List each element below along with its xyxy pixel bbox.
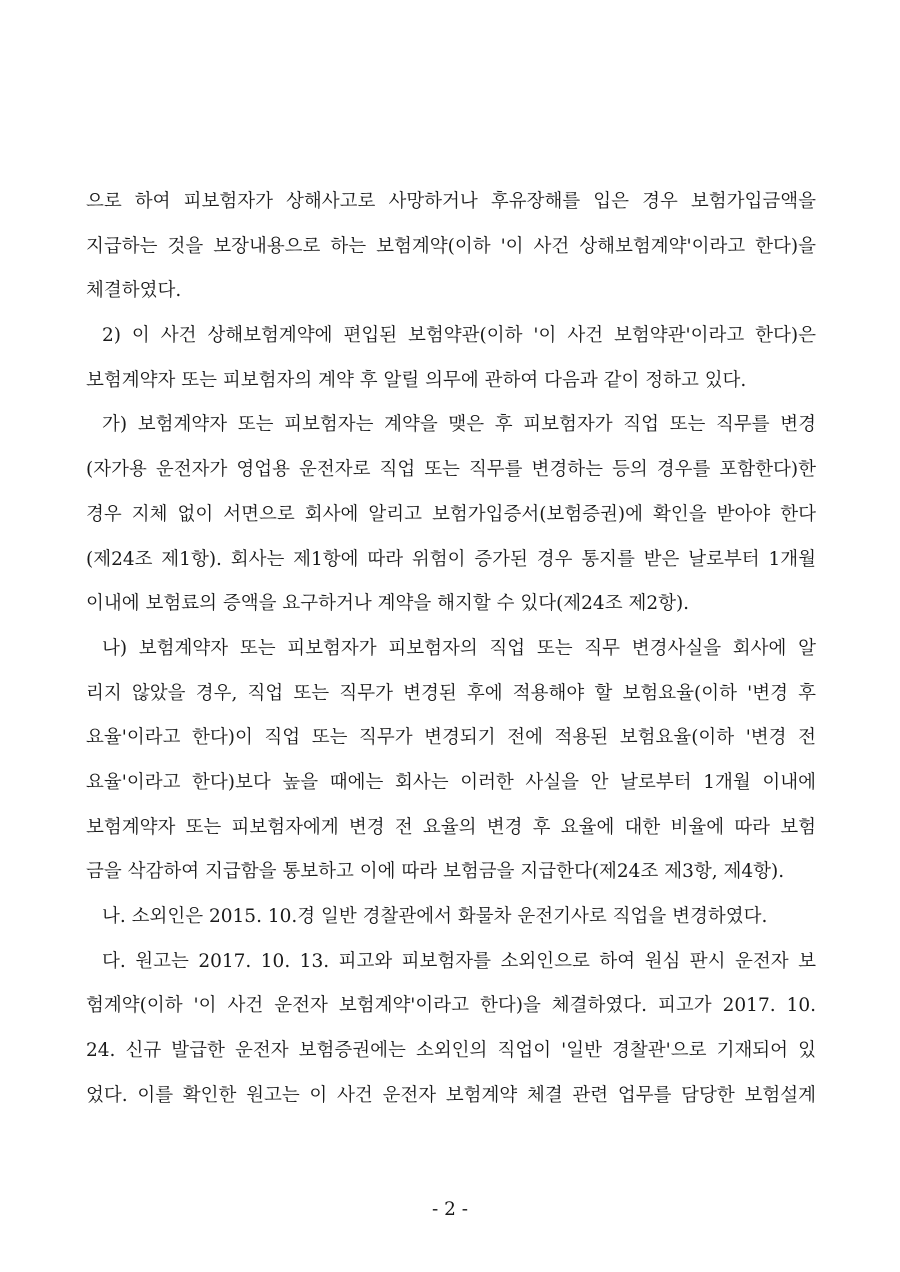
text-line: 체결하였다.: [86, 280, 182, 302]
text-line: 지급하는 것을 보장내용으로 하는 보험계약(이하 '이 사건 상해보험계약'이라고 한다)을: [86, 235, 816, 257]
text-line: 험계약(이하 '이 사건 운전자 보험계약'이라고 한다)을 체결하였다. 피고가 2017. 10.: [86, 995, 816, 1017]
text-line: 요율'이라고 한다)이 직업 또는 직무가 변경되기 전에 적용된 보험요율(이하 '변경 전: [86, 727, 816, 749]
text-line: 나) 보험계약자 또는 피보험자가 피보험자의 직업 또는 직무 변경사실을 회사에 알: [102, 637, 816, 659]
text-line: (자가용 운전자가 영업용 운전자로 직업 또는 직무를 변경하는 등의 경우를 포함한다)한: [86, 459, 816, 481]
text-line: 경우 지체 없이 서면으로 회사에 알리고 보험가입증서(보험증권)에 확인을 받아야 한다: [86, 503, 816, 525]
text-line: 이내에 보험료의 증액을 요구하거나 계약을 해지할 수 있다(제24조 제2항).: [86, 593, 690, 615]
text-line: 나. 소외인은 2015. 10.경 일반 경찰관에서 화물차 운전기사로 직업을 변경하였다.: [102, 906, 768, 927]
page-number: - 2 -: [431, 1199, 469, 1220]
text-line: 요율'이라고 한다)보다 높을 때에는 회사는 이러한 사실을 안 날로부터 1개월 이내에: [86, 771, 816, 793]
text-line: 가) 보험계약자 또는 피보험자는 계약을 맺은 후 피보험자가 직업 또는 직무를 변경: [102, 414, 816, 436]
text-line: 2) 이 사건 상해보험계약에 편입된 보험약관(이하 '이 사건 보험약관'이라고 한다)은: [102, 325, 816, 347]
text-line: (제24조 제1항). 회사는 제1항에 따라 위험이 증가된 경우 통지를 받은 날로부터 1개월: [86, 548, 816, 570]
text-line: 금을 삭감하여 지급함을 통보하고 이에 따라 보험금을 지급한다(제24조 제3항, 제4항).: [86, 861, 785, 883]
text-line: 보험계약자 또는 피보험자의 계약 후 알릴 의무에 관하여 다음과 같이 정하고 있다.: [86, 369, 747, 391]
text-line: 리지 않았을 경우, 직업 또는 직무가 변경된 후에 적용해야 할 보험요율(이하 '변경 후: [86, 682, 816, 704]
text-line: 다. 원고는 2017. 10. 13. 피고와 피보험자를 소외인으로 하여 원심 판시 운전자 보: [102, 950, 816, 972]
body-text: [86, 184, 816, 1122]
text-line: 보험계약자 또는 피보험자에게 변경 전 요율의 변경 후 요율에 대한 비율에 따라 보험: [86, 816, 816, 838]
text-line: 었다. 이를 확인한 원고는 이 사건 운전자 보험계약 체결 관련 업무를 담당한 보험설계: [86, 1084, 816, 1106]
text-line: 24. 신규 발급한 운전자 보험증권에는 소외인의 직업이 '일반 경찰관'으로 기재되어 있: [86, 1040, 816, 1062]
text-line: 으로 하여 피보험자가 상해사고로 사망하거나 후유장해를 입은 경우 보험가입금액을: [86, 191, 816, 212]
